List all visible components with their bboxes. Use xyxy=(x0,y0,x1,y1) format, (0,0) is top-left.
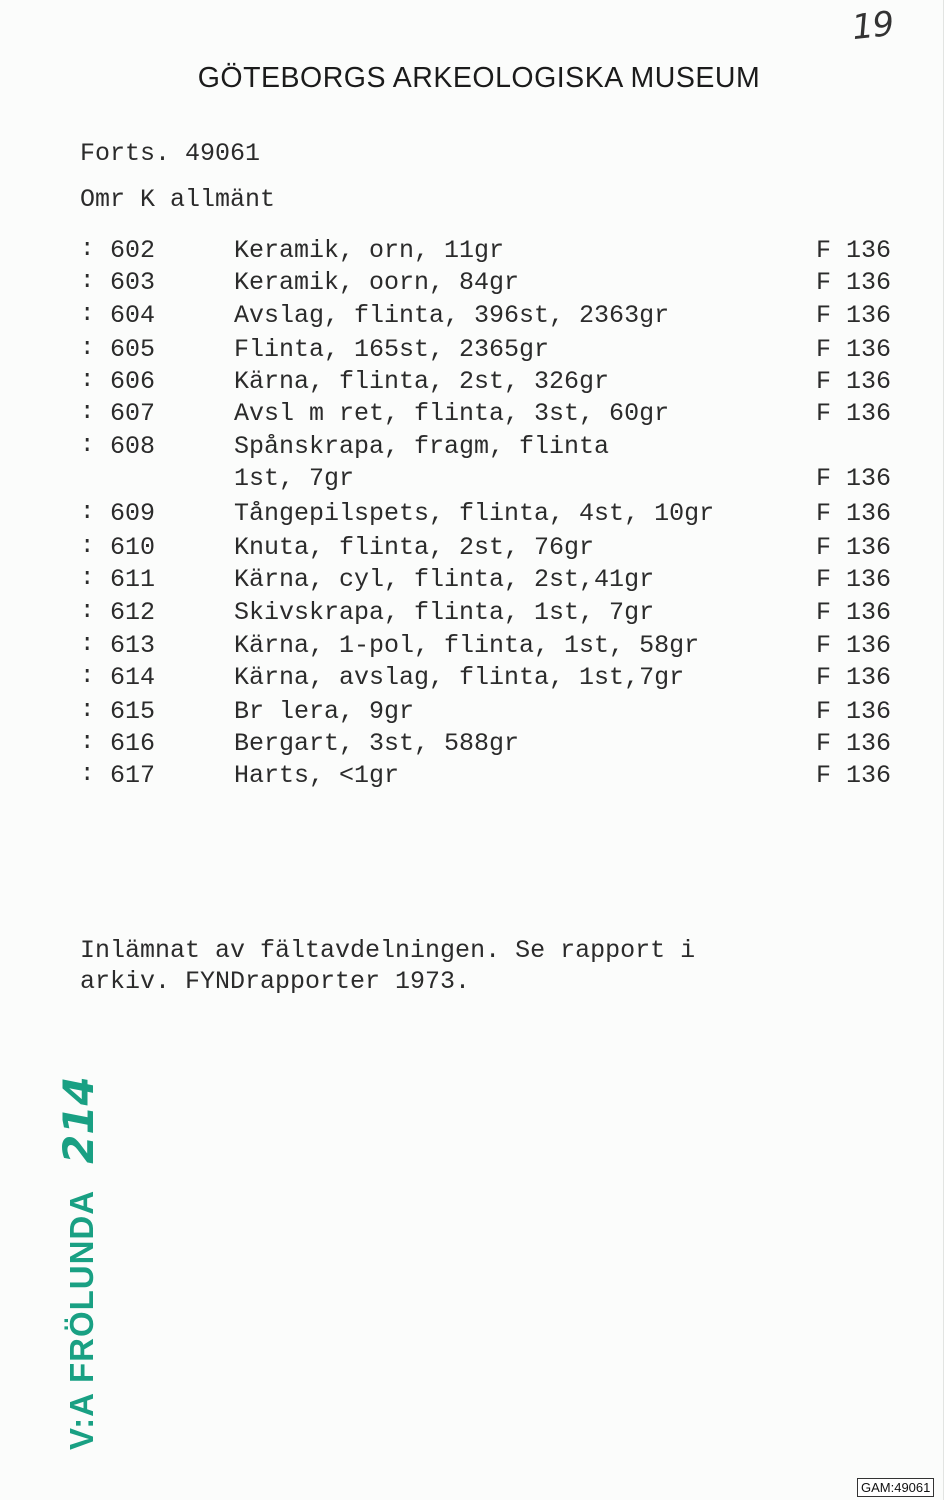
entry-colon: : xyxy=(80,432,95,459)
entry-number: 606 xyxy=(110,367,156,396)
list-item xyxy=(0,335,944,367)
museum-header: GÖTEBORGS ARKEOLOGISKA MUSEUM xyxy=(197,62,761,94)
entry-colon: : xyxy=(80,663,95,690)
entry-number: 612 xyxy=(110,598,156,627)
entry-number: 610 xyxy=(110,533,156,562)
entry-number: 603 xyxy=(110,268,156,297)
entry-colon: : xyxy=(80,499,95,526)
entry-reference: F 136 xyxy=(816,663,892,692)
list-item xyxy=(0,631,944,663)
list-item xyxy=(0,499,944,531)
entry-number: 615 xyxy=(110,697,156,726)
list-item xyxy=(0,268,944,300)
entry-reference: F 136 xyxy=(816,697,892,726)
entry-reference: F 136 xyxy=(816,464,892,493)
entry-reference: F 136 xyxy=(816,236,892,265)
entry-number: 602 xyxy=(110,236,156,265)
entry-reference: F 136 xyxy=(816,367,892,396)
location-stamp xyxy=(54,1076,103,1450)
entry-colon: : xyxy=(80,268,95,295)
list-item xyxy=(0,236,944,268)
entry-description: Kärna, cyl, flinta, 2st,41gr xyxy=(234,565,655,594)
list-item xyxy=(0,533,944,565)
entry-reference: F 136 xyxy=(816,399,892,428)
entry-number: 604 xyxy=(110,301,156,330)
entry-number: 616 xyxy=(110,729,156,758)
entry-colon: : xyxy=(80,236,95,263)
list-item xyxy=(0,432,944,496)
entry-description: Keramik, oorn, 84gr xyxy=(234,268,520,297)
entry-description: Keramik, orn, 11gr xyxy=(234,236,505,265)
entry-colon: : xyxy=(80,697,95,724)
entry-description: Flinta, 165st, 2365gr xyxy=(234,335,550,364)
entry-description: Br lera, 9gr xyxy=(234,697,415,726)
entry-number: 607 xyxy=(110,399,156,428)
entry-description: Skivskrapa, flinta, 1st, 7gr xyxy=(234,598,655,627)
entry-reference: F 136 xyxy=(816,268,892,297)
entry-reference: F 136 xyxy=(816,598,892,627)
entry-reference: F 136 xyxy=(816,729,892,758)
entry-reference: F 136 xyxy=(816,565,892,594)
list-item xyxy=(0,697,944,729)
entry-description-continued: 1st, 7gr xyxy=(234,464,355,493)
list-item xyxy=(0,598,944,630)
note-line: Inlämnat av fältavdelningen. Se rapport i xyxy=(80,936,696,965)
entry-description: Avsl m ret, flinta, 3st, 60gr xyxy=(234,399,670,428)
entry-number: 617 xyxy=(110,761,156,790)
entry-colon: : xyxy=(80,631,95,658)
list-item xyxy=(0,761,944,793)
entry-reference: F 136 xyxy=(816,301,892,330)
continuation-line: Forts. 49061 xyxy=(80,139,261,168)
entry-number: 608 xyxy=(110,432,156,461)
list-item xyxy=(0,663,944,695)
area-line: Omr K allmänt xyxy=(80,185,276,214)
entry-colon: : xyxy=(80,335,95,362)
entry-colon: : xyxy=(80,598,95,625)
stamp-number: 214 xyxy=(54,1076,103,1164)
entry-description: Spånskrapa, fragm, flinta xyxy=(234,432,610,461)
entry-description: Kärna, flinta, 2st, 326gr xyxy=(234,367,610,396)
entry-reference: F 136 xyxy=(816,761,892,790)
entry-number: 613 xyxy=(110,631,156,660)
entry-description: Kärna, 1-pol, flinta, 1st, 58gr xyxy=(234,631,700,660)
entry-colon: : xyxy=(80,399,95,426)
handwritten-page-number: 19 xyxy=(850,3,896,49)
entry-description: Avslag, flinta, 396st, 2363gr xyxy=(234,301,670,330)
stamp-place: V:A FRÖLUNDA xyxy=(63,1189,100,1450)
list-item xyxy=(0,729,944,761)
entry-colon: : xyxy=(80,367,95,394)
entry-number: 611 xyxy=(110,565,156,594)
note-line: arkiv. FYNDrapporter 1973. xyxy=(80,967,471,996)
list-item xyxy=(0,367,944,399)
entry-colon: : xyxy=(80,533,95,560)
entry-description: Knuta, flinta, 2st, 76gr xyxy=(234,533,595,562)
entry-colon: : xyxy=(80,729,95,756)
entry-description: Tångepilspets, flinta, 4st, 10gr xyxy=(234,499,715,528)
entry-colon: : xyxy=(80,761,95,788)
list-item xyxy=(0,399,944,431)
entry-number: 605 xyxy=(110,335,156,364)
entry-colon: : xyxy=(80,301,95,328)
list-item xyxy=(0,565,944,597)
entry-number: 609 xyxy=(110,499,156,528)
entry-description: Bergart, 3st, 588gr xyxy=(234,729,520,758)
entry-reference: F 136 xyxy=(816,631,892,660)
entry-reference: F 136 xyxy=(816,533,892,562)
entry-description: Harts, <1gr xyxy=(234,761,400,790)
entry-number: 614 xyxy=(110,663,156,692)
list-item xyxy=(0,301,944,333)
entry-description: Kärna, avslag, flinta, 1st,7gr xyxy=(234,663,685,692)
submission-note xyxy=(80,935,695,997)
entry-reference: F 136 xyxy=(816,335,892,364)
entry-colon: : xyxy=(80,565,95,592)
archive-id-label: GAM:49061 xyxy=(857,1478,934,1497)
entry-reference: F 136 xyxy=(816,499,892,528)
